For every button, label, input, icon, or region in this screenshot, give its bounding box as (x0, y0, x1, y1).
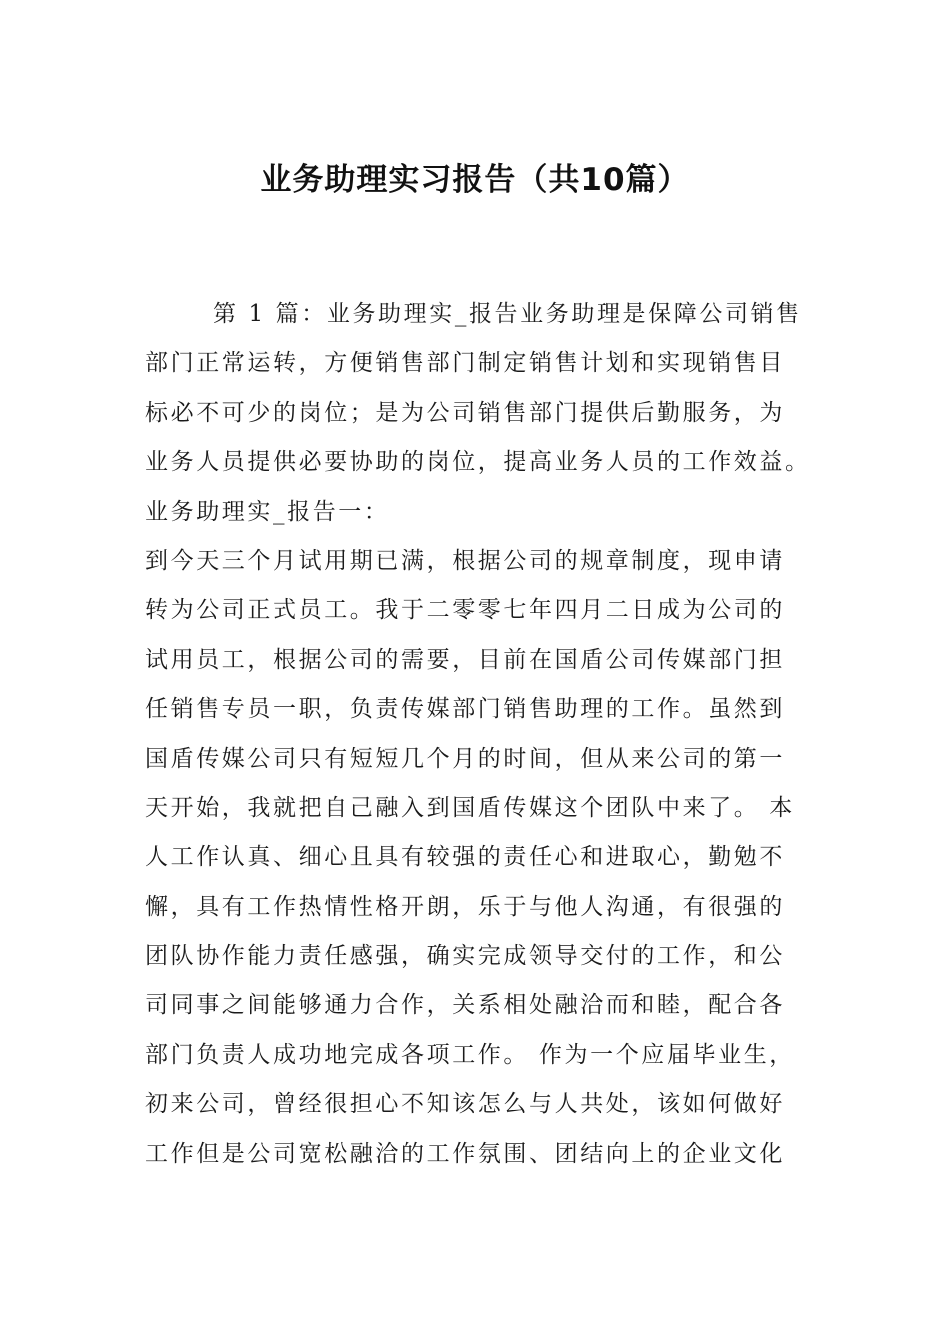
body-line: 懈，具有工作热情性格开朗，乐于与他人沟通，有很强的 (145, 893, 785, 920)
document-title: 业务助理实习报告（共10篇） (260, 162, 690, 198)
body-line: 团队协作能力责任感强，确实完成领导交付的工作，和公 (145, 943, 785, 970)
body-line: 部门正常运转，方便销售部门制定销售计划和实现销售目 (145, 350, 785, 377)
body-line: 国盾传媒公司只有短短几个月的时间，但从来公司的第一 (145, 745, 785, 772)
body-line: 司同事之间能够通力合作，关系相处融洽而和睦，配合各 (145, 992, 785, 1019)
body-line: 任销售专员一职，负责传媒部门销售助理的工作。虽然到 (145, 696, 785, 723)
body-line: 业务助理实_报告一： (145, 498, 390, 525)
body-line: 转为公司正式员工。我于二零零七年四月二日成为公司的 (145, 597, 785, 624)
body-line: 业务人员提供必要协助的岗位，提高业务人员的工作效益。 (145, 449, 811, 476)
body-line: 试用员工，根据公司的需要，目前在国盾公司传媒部门担 (145, 646, 785, 673)
body-line: 天开始，我就把自己融入到国盾传媒这个团队中来了。 本 (145, 794, 795, 821)
body-line: 初来公司，曾经很担心不知该怎么与人共处，该如何做好 (145, 1091, 785, 1118)
body-line: 第 1 篇：业务助理实_报告业务助理是保障公司销售 (213, 301, 802, 327)
document-body (145, 290, 811, 1179)
body-line: 工作但是公司宽松融洽的工作氛围、团结向上的企业文化 (145, 1140, 785, 1167)
body-line: 人工作认真、细心且具有较强的责任心和进取心，勤勉不 (145, 844, 785, 871)
body-line: 部门负责人成功地完成各项工作。 作为一个应届毕业生， (145, 1041, 795, 1068)
body-line: 标必不可少的岗位；是为公司销售部门提供后勤服务，为 (145, 399, 785, 426)
body-line: 到今天三个月试用期已满，根据公司的规章制度，现申请 (145, 547, 785, 574)
